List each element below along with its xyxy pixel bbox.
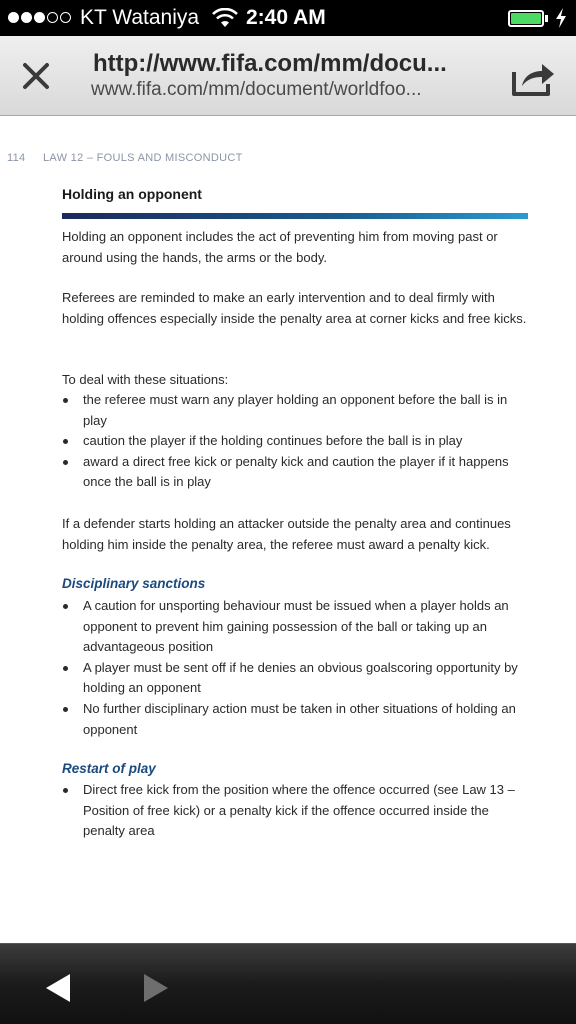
close-icon [22, 62, 50, 90]
clock: 2:40 AM [246, 6, 326, 29]
list-item: No further disciplinary action must be taken in other situations of holding an opponent [62, 699, 532, 740]
disciplinary-list [62, 596, 532, 740]
browser-header [0, 36, 576, 116]
restart-heading: Restart of play [62, 761, 156, 776]
disciplinary-heading: Disciplinary sanctions [62, 576, 206, 591]
paragraph-penalty: If a defender starts holding an attacker outside the penalty area and continues holding him inside the penalty area, the referee must award a penalty kick. [62, 516, 511, 552]
share-button[interactable] [508, 56, 558, 100]
carrier-name: KT Wataniya [80, 6, 200, 29]
list-item: caution the player if the holding continues before the ball is in play [62, 431, 532, 452]
paragraph-situations-intro: To deal with these situations: [62, 372, 229, 387]
close-button[interactable] [16, 56, 56, 96]
list-item: A player must be sent off if he denies an obvious goalscoring opportunity by holding an opponent [62, 658, 532, 699]
back-arrow-icon[interactable] [40, 968, 80, 1008]
list-item: A caution for unsporting behaviour must be issued when a player holds an opponent to prevent him gaining possession of the ball or taking up an advantageous position [62, 596, 532, 658]
list-item: award a direct free kick or penalty kick and caution the player if it happens once the ball is in play [62, 452, 532, 493]
status-bar [0, 0, 576, 36]
bottom-toolbar [0, 943, 576, 1024]
situations-list [62, 390, 532, 493]
list-item: the referee must warn any player holding an opponent before the ball is in play [62, 390, 532, 431]
page-url[interactable]: www.fifa.com/mm/document/worldfoo... [91, 79, 422, 100]
battery-icon [508, 10, 544, 27]
document-view[interactable] [0, 117, 576, 943]
page-number: 114 [7, 152, 26, 164]
charging-icon [554, 8, 568, 28]
page-title: http://www.fifa.com/mm/docu... [93, 50, 447, 77]
paragraph-intervention: Referees are reminded to make an early intervention and to deal firmly with holding offences especially inside the penalty area at corner kicks and free kicks. [62, 290, 527, 326]
running-head: LAW 12 – FOULS AND MISCONDUCT [43, 152, 243, 164]
wifi-icon [212, 8, 238, 28]
paragraph-definition: Holding an opponent includes the act of preventing him from moving past or around using the hands, the arms or the body. [62, 229, 498, 265]
list-item: Direct free kick from the position where the offence occurred (see Law 13 – Position of free kick) or a penalty kick if the offence occurred inside the penalty area [62, 780, 532, 842]
forward-arrow-icon[interactable] [136, 968, 176, 1008]
title-rule [62, 213, 528, 219]
restart-list [62, 780, 532, 842]
section-title: Holding an opponent [62, 186, 202, 202]
signal-strength-icon [8, 12, 71, 23]
battery-tip [545, 15, 548, 22]
